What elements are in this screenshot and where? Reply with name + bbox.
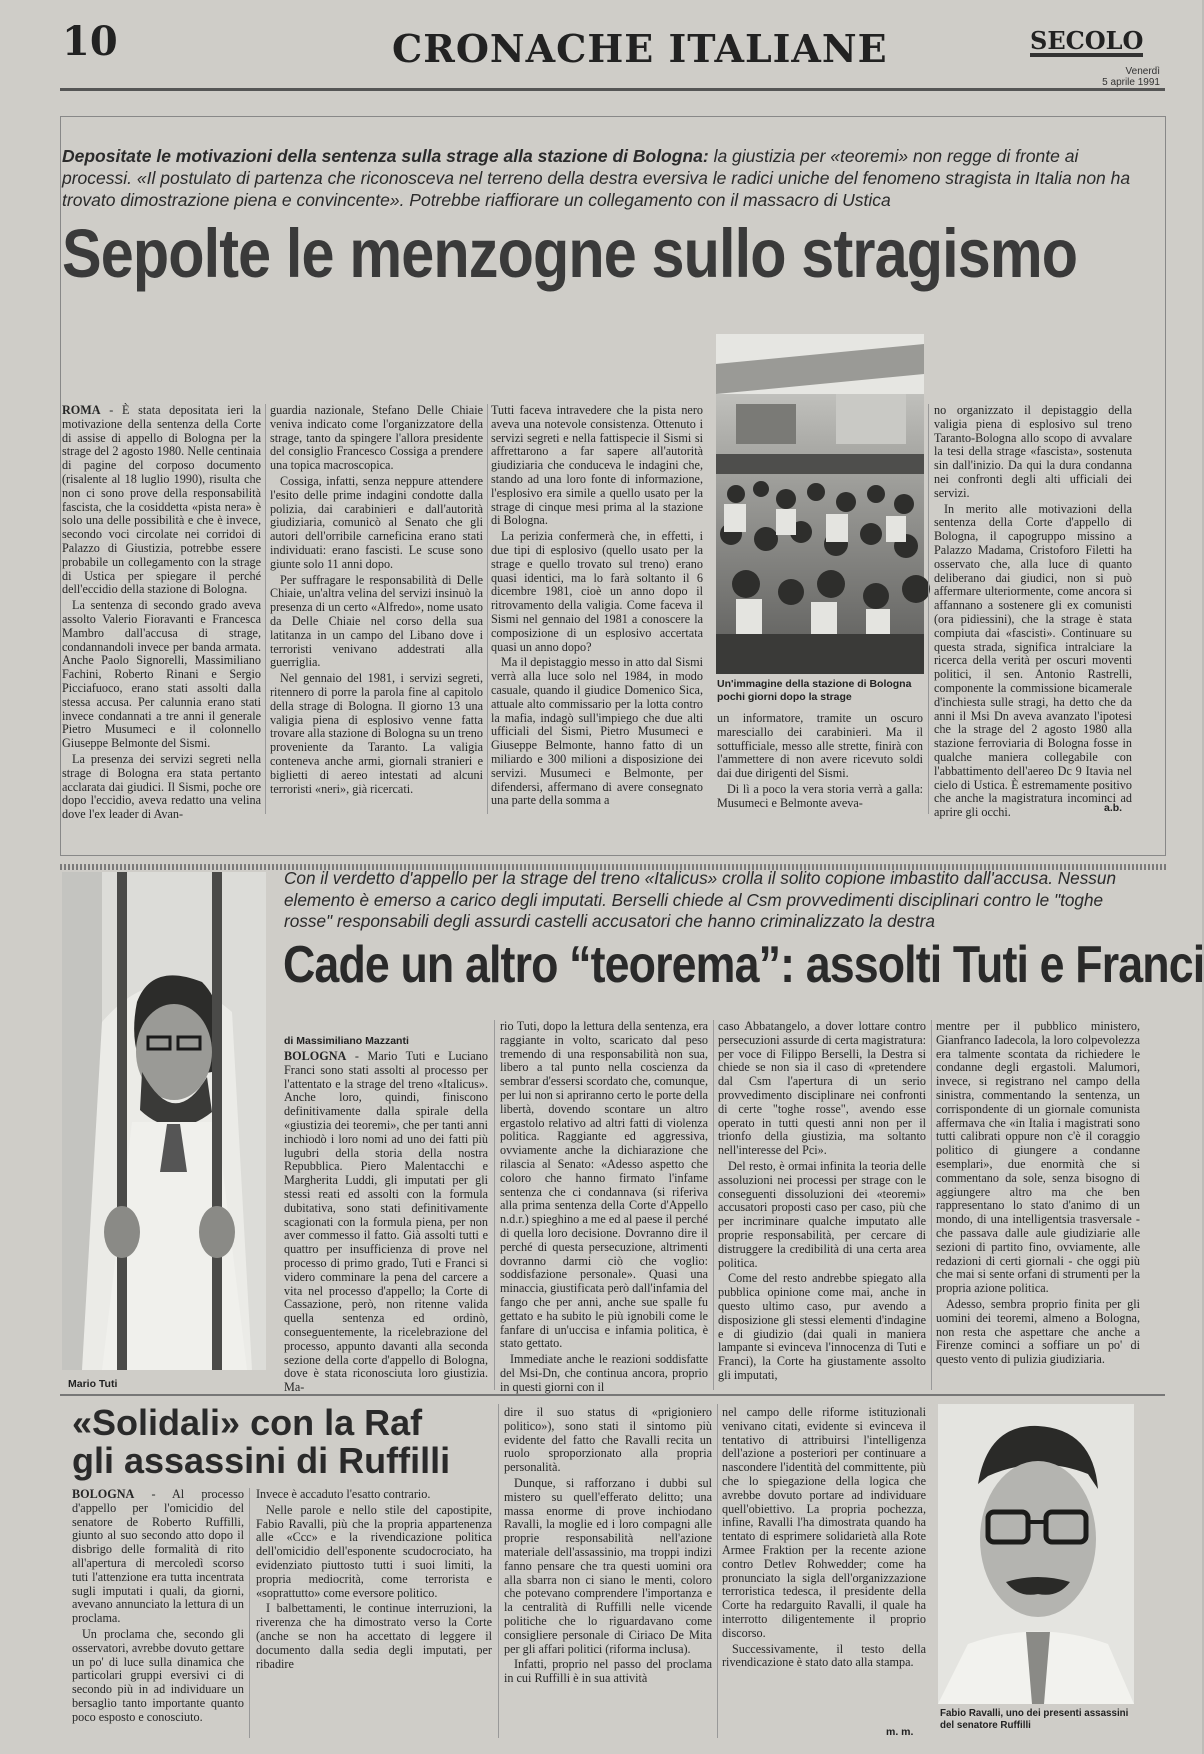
station-photo-caption: Un'immagine della stazione di Bologna pochi giorni dopo la strage <box>717 678 912 704</box>
paragraph: La perizia confermerà che, in effetti, i due tipi di esplosivo (quello usato per la strage e quello trovato sul treno) erano quasi identici, ma lo farà soltanto il 6 dicembre 1981, cioè un anno dopo il ritrovamento della valigia. Come faceva il Sismi nel gennaio del 1981 a conoscere la composizione di un esplosivo accertata quasi un anno dopo? <box>491 529 703 654</box>
headline-line-2: gli assassini di Ruffilli <box>72 1439 451 1481</box>
paragraph: Tutti faceva intravedere che la pista nero aveva una notevole consistenza. Ottenuto i servizi segreti e nella fattispecie il Sismi si affrettarono a far sapere all'autorità giudiziaria che conduceva le indagini che, stando ad una loro fonte di informazione, l'esplosivo era simile a quello usato per la strage di cinque mesi prima al la stazione di Bologna. <box>491 403 703 528</box>
article-ruffilli-col-4 <box>722 1406 926 1724</box>
paragraph: Ma il depistaggio messo in atto dal Sismi verrà alla luce solo nel 1984, in modo casuale, quando il giudice Domenico Sica, attuale alto commissario per la lotta contro la mafia, indagò sull'impiego che due alti ufficiali del Sismi, Pietro Musumeci e Giuseppe Belmonte, hanno fatto di un miliardo e 300 milioni a disposizione dei servizi. Musumeci e Belmonte, per difendersi, affermano di avere consegnato una parte della somma a <box>491 655 703 808</box>
column-rule <box>265 404 266 814</box>
column-rule <box>717 1404 718 1738</box>
paragraph: Cossiga, infatti, senza neppure attendere l'esito delle prime indagini condotte dalla polizia, dai carabinieri e dall'autorità giudiziaria, comunicò al Senato che gli autori dell'orribile carneficina erano stati individuati: erano fascisti. Le scuse sono giunte solo 11 anni dopo. <box>270 473 483 571</box>
newspaper-logo: SECOLO <box>1030 28 1143 57</box>
paragraph: Per suffragare le responsabilità di Delle Chiaie, un'altra velina del servizi insinuò la presenza di un certo «Alfredo», nome usato da Delle Chiaie nel corso della sua latitanza in un campo del Libano dove i terroristi venivano addestrati alla guerriglia. <box>270 572 483 670</box>
paragraph: nel campo delle riforme istituzionali venivano citati, evidente si evinceva il tentativo di attribuirsi l'intelligenza dell'azione a posteriori per continuare a nascondere l'identità del committente, più che lo spiegazione della logica che avrebbe dovuto portare ad individuare quell'obiettivo. La propria pochezza, infine, Ravalli l'ha dimostrata quando ha tentato di esprimere solidarietà alla Rote Armee Fraktion per la recente azione contro Detlev Rohwedder; come ha pronunciato la sigla dell'organizzazione terroristica tedesca, il presidente della Corte ha redarguito Ravalli, il quale ha interrotto diligentemente il proprio discorso. <box>722 1405 926 1640</box>
paragraph: Nel gennaio del 1981, i servizi segreti, ritennero di porre la parola fine al capitolo della strage di Bologna. Il giorno 13 una valigia piena di esplosivo venne fatta trovare alla stazione di Bologna su un treno proveniente da Taranto. La valigia conteneva anche armi, giornali stranieri e biglietti di aereo intestati ad alcuni terroristi «neri», già ricercati. <box>270 671 483 796</box>
paragraph: rio Tuti, dopo la lettura della sentenza, era raggiante in volto, scaricato dal peso tremendo di una responsabilità non sua, libero a tal punto nella coscienza da sembrar d'essersi scordato che, comunque, per lui non si apriranno certo le porte della libertà, dovendo scontare un altro ergastolo relativo ad altri fatti di violenza politica. Raggiante ed aggressiva, ovviamente anche la dichiarazione che rilascia al Senato: «Adesso aspetto che coloro che hanno firmato l'infame sentenza che ci condannava (si riferiva alla prima sentenza della Corte d'Appello n.d.r.) spieghino a me ed al paese il perché di quella loro decisione. Dovranno dire il perché di questa persecuzione, altrimenti dovranno darmi ciò che voglio: soddisfazione personale». Quasi una minaccia, giustificata però dall'infamia del fango che per anni, anche sue spalle fu gettato e ha subito le più ignobili come le fanfare di un'uccisa e infamia politica, è stato gettato. <box>500 1019 708 1351</box>
paragraph: Nelle parole e nello stile del capostipite, Fabio Ravalli, più che la propria appartenenza alle «Ccc» e la rivendicazione politica dell'omicidio dell'esponente scudocrociato, ha evidenziato piuttosto tutti i suoi limiti, la propria mediocrità, come terrorista e «soprattutto» come eversore politico. <box>256 1502 492 1600</box>
column-rule <box>713 1020 714 1390</box>
paragraph: dire il suo status di «prigioniero politico»), sono stati il sintomo più evidente del fatto che Ravalli recita un ruolo sproporzionato alla propria personalità. <box>504 1405 712 1475</box>
dateline <box>1050 66 1160 88</box>
dateline-date: 5 aprile 1991 <box>1102 77 1160 88</box>
paragraph: - Al processo d'appello per l'omicidio del senatore de Roberto Ruffilli, giunto al suo secondo atto dopo il disbrigo delle formalità di rito all'apertura di mercoledì scorso tuti l'attenzione era tutta incentrata sugli imputati i quali, da giorni, avevano annunciato la lettura di un proclama. <box>72 1487 244 1626</box>
article-ruffilli-headline <box>72 1404 450 1480</box>
ravalli-photo <box>938 1404 1134 1704</box>
paragraph: Invece è accaduto l'esatto contrario. <box>256 1487 431 1501</box>
ravalli-photo-caption: Fabio Ravalli, uno dei presenti assassini del senatore Ruffilli <box>940 1708 1129 1732</box>
article-bologna-col-2 <box>270 404 483 814</box>
section-rule <box>60 1394 1165 1396</box>
paragraph: mentre per il pubblico ministero, Gianfranco Iadecola, la loro colpevolezza era talmente scontata da richiedere le condanne degli ergastoli. Malumori, invece, si registrano nel campo della sinistra, commentando la sentenza, un corrispondente di un giornale comunista affermava che «in Italia i magistrati sono tutti calibrati oppure non c'è il coraggio politico di giungere a condanne esemplari», due enormità che si commentano da sole, senza bisogno di aggiungere altro ma che ben rappresentano lo stato d'animo di un mondo, di una intelligentsia trasversale - che passava dalle aule giudiziarie alle sezioni di partito fino, ovviamente, alle redazioni di certi giornali - che oggi più che mai si sente orfani di strumenti per la propria azione politica. <box>936 1019 1140 1296</box>
kicker-text: la giustizia per «teoremi» non regge di fronte ai processi. «Il postulato di partenza che riconosceva nel terreno della destra eversiva le radici uniche del fenomeno stragista in Italia non ha trovato dimostrazione piena e convincente». Potrebbe riaffiorare un collegamento con il massacro di Ustica <box>62 146 1131 210</box>
paragraph: Del resto, è ormai infinita la teoria delle assoluzioni nei processi per strage con le conseguenti dissoluzioni dei «teoremi» accusatori proposti caso per caso, più che per incriminare qualche imputato alle proprie responsabilità, per cercare di distruggere la credibilità di una certa area politica. <box>718 1158 926 1270</box>
column-rule <box>249 1488 250 1738</box>
article-italicus-headline: Cade un altro “teorema”: assolti Tuti e Franci <box>283 936 1204 994</box>
article-bologna-kicker <box>62 146 1152 212</box>
dateline-city: BOLOGNA <box>72 1487 135 1501</box>
article-ruffilli-col-2 <box>256 1488 492 1738</box>
paragraph: Di lì a poco la vera storia verrà a galla: Musumeci e Belmonte aveva- <box>717 781 923 810</box>
paragraph: un informatore, tramite un oscuro maresciallo dei carabinieri. Ma il sottufficiale, messo alle strette, finirà con l'ammettere di non avere ricevuto soldi dai due dirigenti del Sismi. <box>717 711 923 781</box>
kicker-bold: Depositate le motivazioni della sentenza sulla strage alla stazione di Bologna: <box>62 146 709 166</box>
paragraph: Dunque, si rafforzano i dubbi sul mistero su quell'efferato delitto; una massa enorme di prove inchiodano Ravalli, la moglie ed i loro compagni alle proprie responsabilità nell'azione materiale dell'assassinio, ma troppi indizi fanno pensare che tra questi uomini ora alla sbarra non ci siano le menti, coloro che potevano comprendere l'importanza e la centralità di Ruffilli nelle vicende politiche che lo riguardavano come consigliere personale di Ciriaco De Mita per gli affari politici (riforma inclusa). <box>504 1475 712 1656</box>
paragraph: - È stata depositata ieri la motivazione della sentenza della Corte di assise di appello di Bologna per la strage del 2 agosto 1980. Nelle centinaia di pagine del corposo documento (risalente al 18 luglio 1990), risulta che non ci sono prove della responsabilità fascista, che la cosiddetta «pista nera» è solo una delle possibilità e che è invece, secondo voci circolate nei corridoi di Palazzo di Giustizia, potrebbe essere probabile un collegamento con la strage di Ustica per spiegare il perché dell'eccidio della stazione di Bologna. <box>62 403 261 597</box>
column-rule <box>487 404 488 814</box>
paragraph: Come del resto andrebbe spiegato alla pubblica opinione come mai, anche in questo ultimo caso, pur avendo a disposizione gli stessi elementi d'indagine e di giudizio (dai quali in maniera lampante si evinceva l'innocenza di Tuti e Franci), la Corte ha giustamente assolto gli imputati, <box>718 1271 926 1382</box>
article-italicus-col-1 <box>284 1049 488 1395</box>
paragraph: La presenza dei servizi segreti nella strage di Bologna era stata pertanto acclarata dai giudici. Il Sismi, poche ore dopo l'eccidio, aveva redatto una velina dove l'ex leader di Avan- <box>62 751 261 822</box>
article-bologna-headline: Sepolte le menzogne sullo stragismo <box>62 215 1078 292</box>
article-ruffilli-col-1 <box>72 1488 244 1738</box>
article-bologna-col-4 <box>717 712 923 816</box>
paragraph: Immediate anche le reazioni soddisfatte del Msi-Dn, che continua ancora, proprio in questi giorni con il <box>500 1352 708 1394</box>
masthead-rule <box>60 88 1165 91</box>
paragraph: Infatti, proprio nel passo del proclama in cui Ruffilli è in sua attività <box>504 1657 712 1686</box>
article-bologna-signature: a.b. <box>1104 802 1123 814</box>
paragraph: Un proclama che, secondo gli osservatori, avrebbe dovuto gettare un po' di luce sulla dinamica che particolari gruppi eversivi ci di secondo più in ad individuare un bersaglio tanto importante quanto poco esposto e conosciuto. <box>72 1626 244 1724</box>
paragraph: caso Abbatangelo, a dover lottare contro persecuzioni assurde di certa magistratura: per voce di Filippo Berselli, la Destra si chiede se non sia il caso di «pretendere dal Csm l'apertura di un serio provvedimento disciplinare nei confronti di certe "toghe rosse", avendo esse operato in tutti questi anni non per il trionfo della giustizia, ma soltanto nell'interesse del Pci». <box>718 1019 926 1158</box>
column-rule <box>928 404 929 814</box>
tuti-portrait-image <box>62 872 266 1370</box>
station-crowd-image <box>716 334 924 674</box>
article-italicus-col-4 <box>936 1020 1140 1390</box>
article-italicus-byline: di Massimiliano Mazzanti <box>284 1035 409 1047</box>
article-bologna-col-1 <box>62 403 261 822</box>
paragraph: In merito alle motivazioni della sentenza della Corte d'appello di Bologna, il capogruppo missino a Palazzo Madama, Cristoforo Filetti ha osservato che, alla luce di quanto deliberano dai giudici, non si può affermare ulteriormente, come ancora si affannano a sostenere gli ex comunisti (ora pidiessini), che la strage è stata compiuta dai «fascisti». Continuare su questa strada, significa intralciare la ricerca della verità per oscuri moventi politici, il sen. Antonio Rastrelli, componente la commissione bicamerale d'inchiesta sulle stragi, ha detto che da anni il Msi Dn aveva avanzato l'ipotesi che la strage del 2 agosto 1980 alla stazione ferroviaria di Bologna fosse in qualche maniera collegabile con l'abbattimento dell'aereo Dc 9 Itavia nel cielo di Ustica. È estremamente positivo che anche la magistratura incominci ad aprire gli occhi. <box>934 501 1132 820</box>
tuti-photo-caption: Mario Tuti <box>68 1378 118 1390</box>
headline-line-1: «Solidali» con la Raf <box>72 1402 423 1443</box>
column-rule <box>931 1020 932 1390</box>
dateline-day: Venerdì <box>1125 66 1160 77</box>
paragraph: Adesso, sembra proprio finita per gli uomini dei teoremi, almeno a Bologna, non resta che aspettare che anche a Firenze cominci a soffiare un po' di questo vento di pulizia giudiziaria. <box>936 1296 1140 1367</box>
paragraph: guardia nazionale, Stefano Delle Chiaie veniva indicato come l'organizzatore della strage, tanto da spingere l'allora presidente del consiglio Francesco Cossiga a prendere una topica macroscopica. <box>270 403 483 473</box>
article-italicus-kicker: Con il verdetto d'appello per la strage del treno «Italicus» crolla il solito copione imbastito dall'accusa. Nessun elemento è emerso a carico degli imputati. Berselli chiede al Csm provvedimenti disciplinari contro le "toghe rosse" responsabili degli assurdi castelli accusatori che hanno criminalizzato la destra <box>284 868 1117 931</box>
article-italicus-col-2 <box>500 1019 708 1394</box>
paragraph: La sentenza di secondo grado aveva assolto Valerio Fioravanti e Francesca Mambro dall'accusa di strage, condannandoli invece per banda armata. Anche Paolo Signorelli, Massimiliano Fachini, Roberto Rinani e Sergio Picciafuoco, erano stati assolti dalla stessa accusa. Per calunnia erano stati invece condannati a tre anni il generale Pietro Musumeci e il colonnello Giuseppe Belmonte del Sismi. <box>62 598 261 751</box>
tuti-photo <box>62 872 266 1370</box>
paragraph: no organizzato il depistaggio della valigia piena di esplosivo sul treno Taranto-Bologna allo scopo di avvalare la tesi della strage «fascista», sostenuta sin dall'inizio. Da qui la dura condanna nei confronti degli alti ufficiali dei servizi. <box>934 403 1132 500</box>
article-italicus-col-3 <box>718 1020 926 1390</box>
page-number: 10 <box>62 18 118 65</box>
station-photo <box>716 334 924 674</box>
column-rule <box>498 1404 499 1738</box>
section-title: CRONACHE ITALIANE <box>392 26 888 71</box>
paragraph: I balbettamenti, le continue interruzioni, la riverenza che ha dimostrato verso la Corte (anche se non ha accettato di leggere il documento dalla sedia degli imputati, per ribadire <box>256 1601 492 1671</box>
paragraph: Successivamente, il testo della rivendicazione è stato dato alla stampa. <box>722 1641 926 1670</box>
article-ruffilli-col-3 <box>504 1406 712 1738</box>
dateline-city: BOLOGNA <box>284 1049 347 1063</box>
column-rule <box>494 1020 495 1390</box>
article-bologna-col-5 <box>934 403 1132 820</box>
ravalli-portrait-image <box>938 1404 1134 1704</box>
paragraph: - Mario Tuti e Luciano Franci sono stati assolti al processo per l'attentato e la strage del treno «Italicus». Anche loro, quindi, finiscono definitivamente dalla spirale della «giustizia dei teoremi», che per tanti anni inchiodò i loro nomi ad uno dei fatti più lugubri della storia della nostra Repubblica. Piero Malentacchi e Margherita Luddi, gli imputati per gli stessi reati ed assolti con la formula dubitativa, sono stati definitivamente scagionati con la formula piena, per non aver commesso il fatto. Già assolti tutti e quattro per insufficienza di prove nel processo di primo grado, Tuti e Franci si videro comminare la pena del carcere a vita nel processo d'appello; la Corte di Cassazione, però, non ritenne valida quella sentenza ed ordinò, conseguentemente, la ricelebrazione del processo, appunto davanti alla seconda sezione della corte d'appello di Bologna, dove è stata riconosciuta loro giustizia. Ma- <box>284 1049 488 1395</box>
dateline-city: ROMA <box>62 403 101 417</box>
article-ruffilli-signature: m. m. <box>886 1726 914 1738</box>
article-bologna-col-3 <box>491 404 703 814</box>
